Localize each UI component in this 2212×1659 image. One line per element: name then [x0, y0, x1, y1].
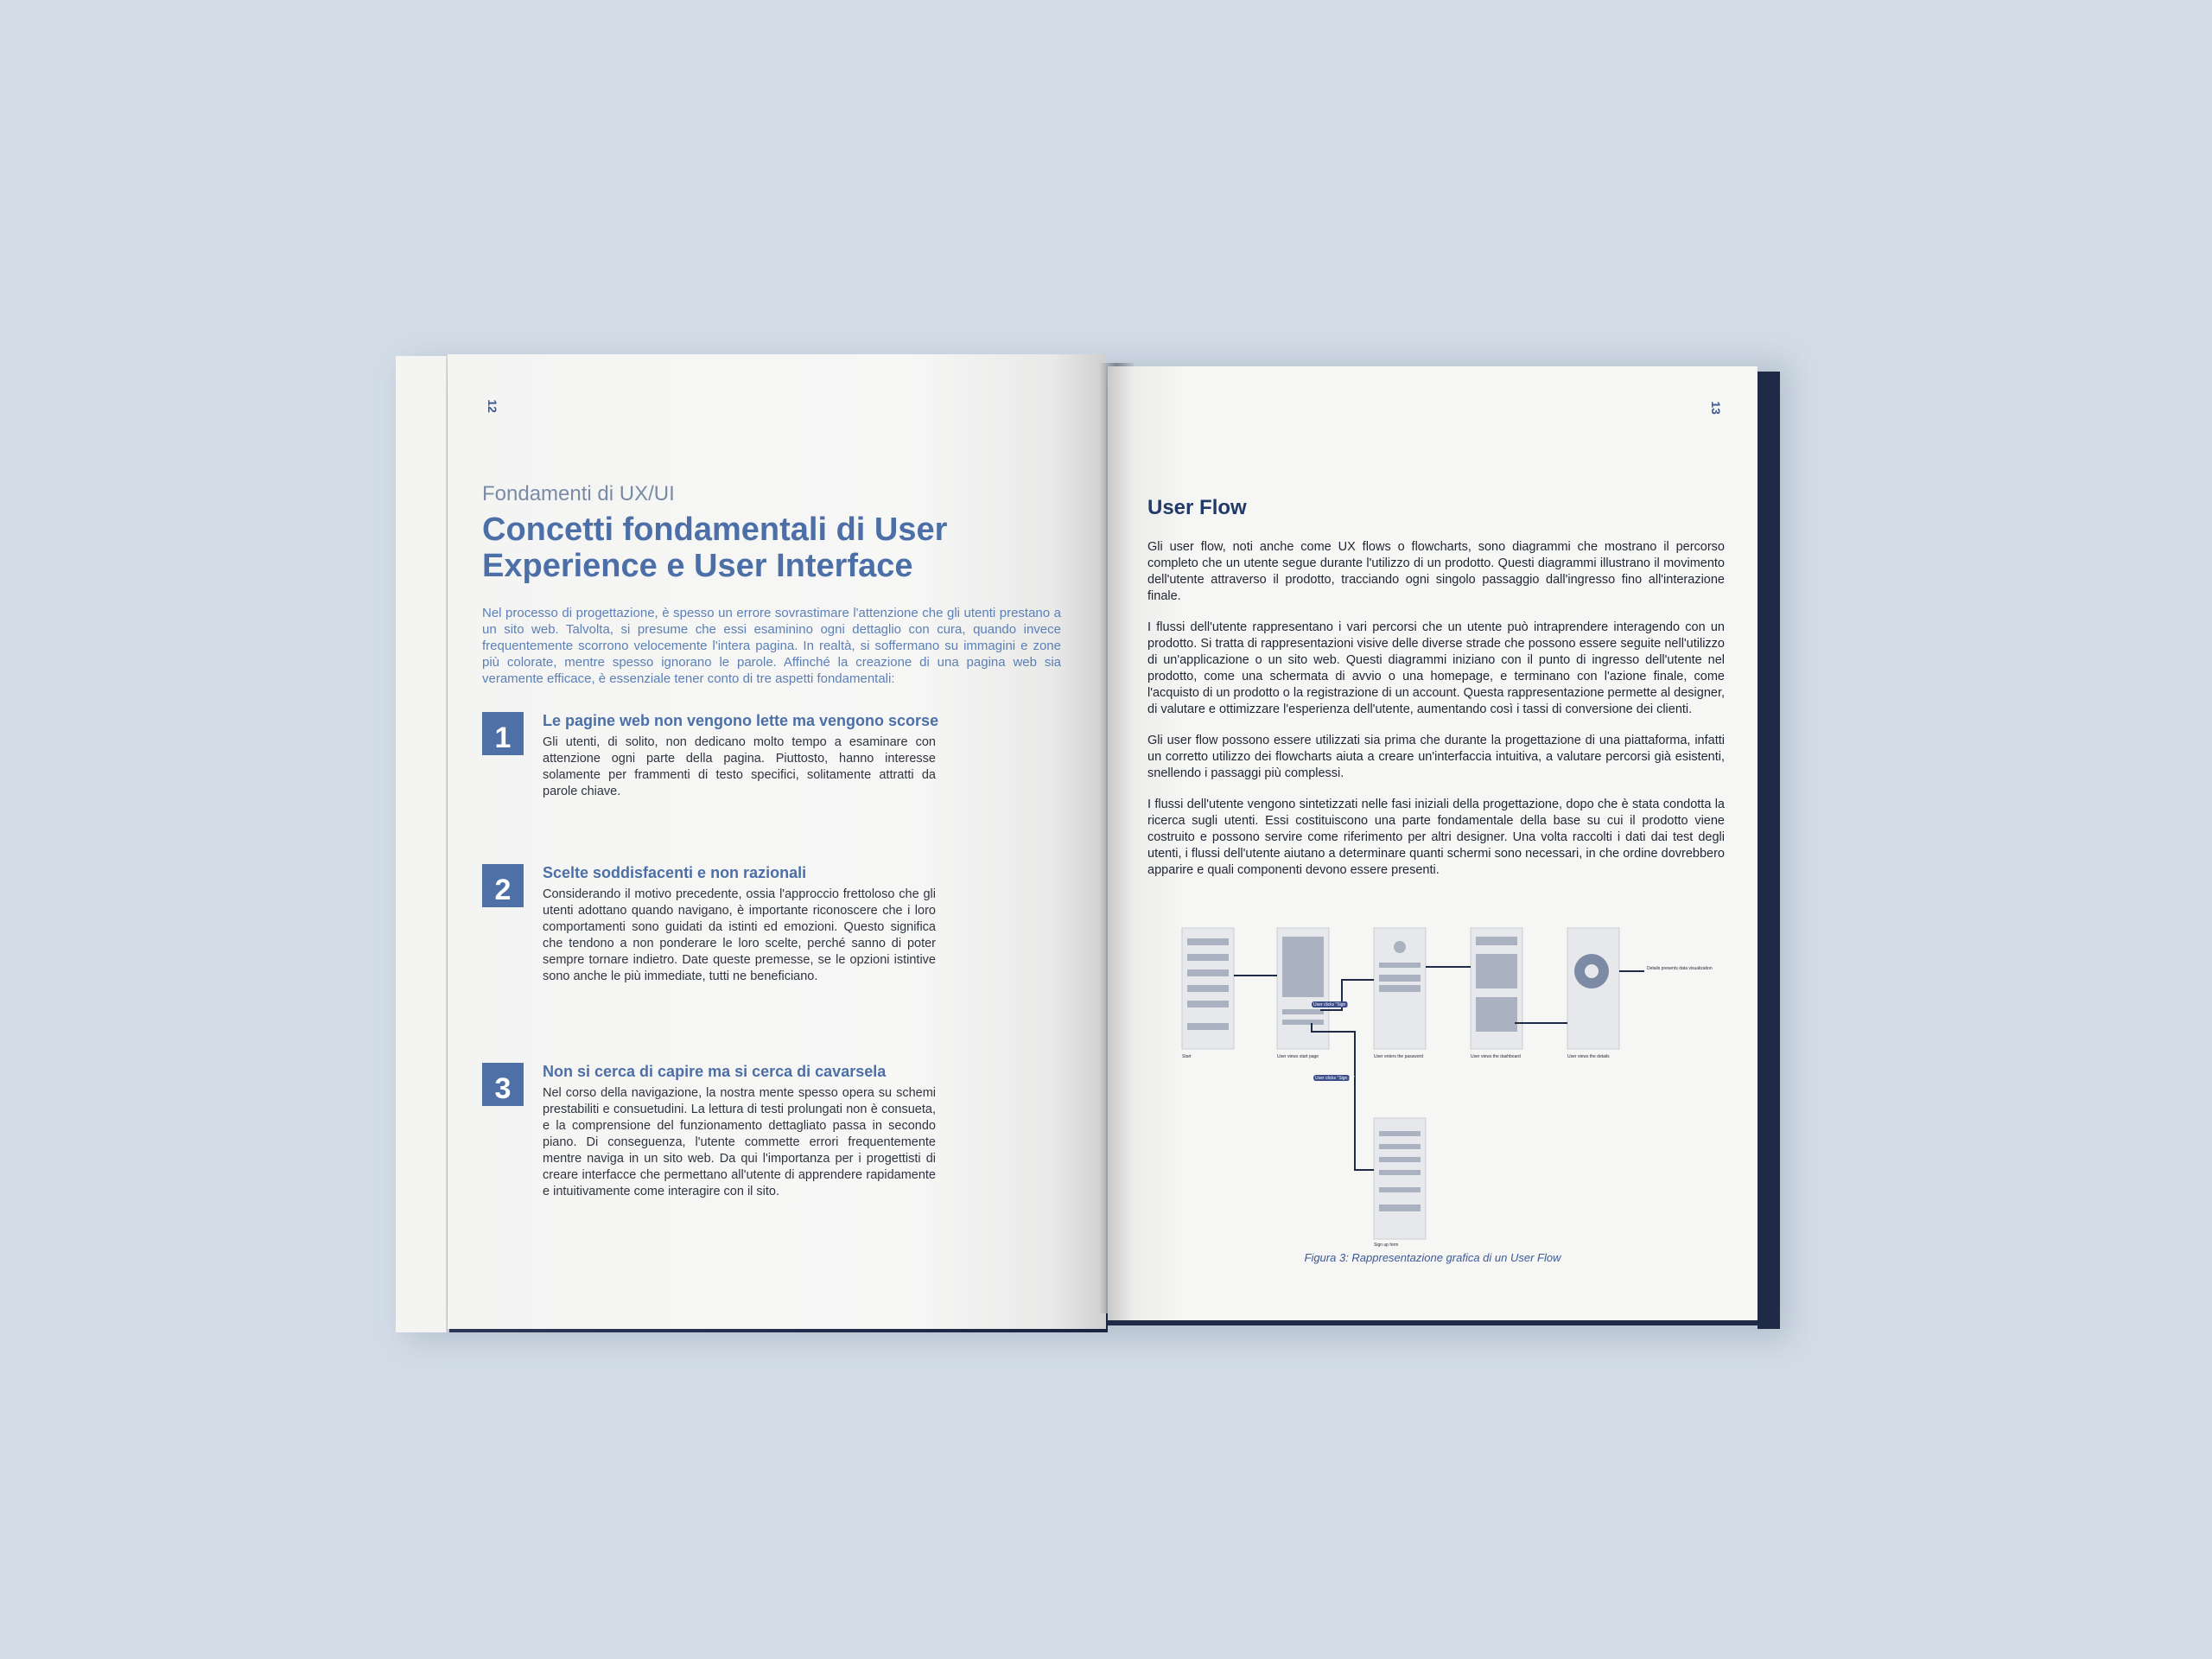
- diagram-label: User clicks "Sign in": [1313, 1002, 1352, 1007]
- paragraph: Gli user flow possono essere utilizzati sia prima che durante la progettazione di una piattaforma, infatti un corretto utilizzo dei flowcharts aiuta a creare un'interfaccia intuitiva, a valutare percorsi già esistenti, snellendo i passaggi più complessi.: [1147, 734, 1725, 780]
- number-badge: 2: [482, 864, 524, 907]
- right-page: [1108, 366, 1758, 1320]
- page-number-left: 12: [485, 399, 499, 413]
- principle-title: Le pagine web non vengono lette ma vengono scorse: [543, 712, 939, 729]
- section-kicker: Fondamenti di UX/UI: [482, 482, 675, 505]
- diagram-label: User enters the password: [1374, 1054, 1423, 1059]
- paragraph: Gli user flow, noti anche come UX flows o flowcharts, sono diagrammi che mostrano il percorso completo che un utente segue durante l'utilizzo di un prodotto. Questi diagrammi illustrano il movimento dell'utente attraverso il prodotto, tracciando ogni singolo passaggio dall'ingresso fino all'interazione finale.: [1147, 540, 1725, 603]
- intro-paragraph: Nel processo di progettazione, è spesso un errore sovrastimare l'attenzione che gli utenti prestano a un sito web. Talvolta, si presume che essi esaminino ogni dettaglio con cura, quando invece frequentemente scorrono velocemente l'intera pagina. In realtà, si soffermano su immagini e zone più colorate, mentre spesso ignorano le parole. Affinché la creazione di una pagina web sia veramente efficace, è essenziale tener conto di tre aspetti fondamentali:: [482, 606, 1061, 686]
- diagram-label: User views the details: [1567, 1054, 1610, 1059]
- number-badge: 1: [482, 712, 524, 755]
- principle-body: Nel corso della navigazione, la nostra mente spesso opera su schemi prestabiliti e consuetudini. La lettura di testi prolungati non è consueta, e la comprensione del funzionamento dettagliato passa in secondo piano. Di conseguenza, l'utente commette errori frequentemente mentre naviga in un sito web. Da qui l'importanza per i progettisti di creare interfacce che permettano all'utente di apprendere rapidamente e intuitivamente come interagire con il sito.: [543, 1086, 936, 1198]
- diagram-label: User clicks "Sign up": [1315, 1076, 1356, 1081]
- page-title: Concetti fondamentali di User Experience e User Interface: [482, 512, 948, 584]
- paragraph: I flussi dell'utente rappresentano i vari percorsi che un utente può intraprendere interagendo con un prodotto. Si tratta di rappresentazioni visive delle diverse strade che possono essere seguite nell'utilizzo di un'applicazione o un sito web. Questi diagrammi iniziano con il punto di ingresso dell'utente nel prodotto, come una schermata di avvio o una homepage, e terminano con l'azione finale, come l'acquisto di un prodotto o la registrazione di un account. Questa rappresentazione permette al designer, di valutare e ottimizzare l'esperienza dell'utente, aumentando così i tassi di conversione dei clienti.: [1147, 620, 1725, 716]
- diagram-label: Details presents data visualization: [1647, 966, 1713, 971]
- principle-title: Scelte soddisfacenti e non razionali: [543, 864, 807, 881]
- page-stack: [396, 356, 448, 1332]
- diagram-label: User views the dashboard: [1471, 1054, 1521, 1059]
- screen-details: [1567, 928, 1619, 1049]
- left-page: [448, 354, 1106, 1329]
- body-text: [1147, 539, 1725, 893]
- page-number-right: 13: [1708, 401, 1723, 415]
- principle-title: Non si cerca di capire ma si cerca di cavarsela: [543, 1063, 887, 1080]
- right-page-edge: [1758, 372, 1780, 1329]
- section-title: User Flow: [1147, 496, 1247, 519]
- principle-body: Gli utenti, di solito, non dedicano molto tempo a esaminare con attenzione ogni parte della pagina. Piuttosto, hanno interesse solamente per frammenti di testo specifici, solitamente attratti da parole chiave.: [543, 735, 936, 798]
- diagram-label: Start: [1182, 1054, 1192, 1059]
- number-badge: 3: [482, 1063, 524, 1106]
- paragraph: I flussi dell'utente vengono sintetizzati nelle fasi iniziali della progettazione, dopo che è stata condotta la ricerca sugli utenti. Essi costituiscono una parte fondamentale della base su cui il prodotto viene costruito e possono servire come riferimento per altri designer. Una volta raccolti i dati dai test degli utenti, i flussi dell'utente aiutano a determinare quanti schermi sono necessari, in che ordine dovrebbero apparire e quali componenti devono essere presenti.: [1147, 798, 1725, 877]
- user-flow-diagram: [1147, 902, 1713, 1248]
- figure-caption: Figura 3: Rappresentazione grafica di un User Flow: [1304, 1251, 1561, 1264]
- diagram-label: Sign up form: [1374, 1243, 1399, 1248]
- principle-body: Considerando il motivo precedente, ossia l'approccio frettoloso che gli utenti adottano quando navigano, è importante riconoscere che i loro comportamenti sono guidati da istinti ed emozioni. Questo significa che tendono a non ponderare le loro scelte, perché sanno di poter sempre tornare indietro. Date queste premesse, se le opzioni istintive sono anche le più immediate, tutti ne beneficiano.: [543, 887, 936, 983]
- diagram-label: User views start page: [1277, 1054, 1319, 1059]
